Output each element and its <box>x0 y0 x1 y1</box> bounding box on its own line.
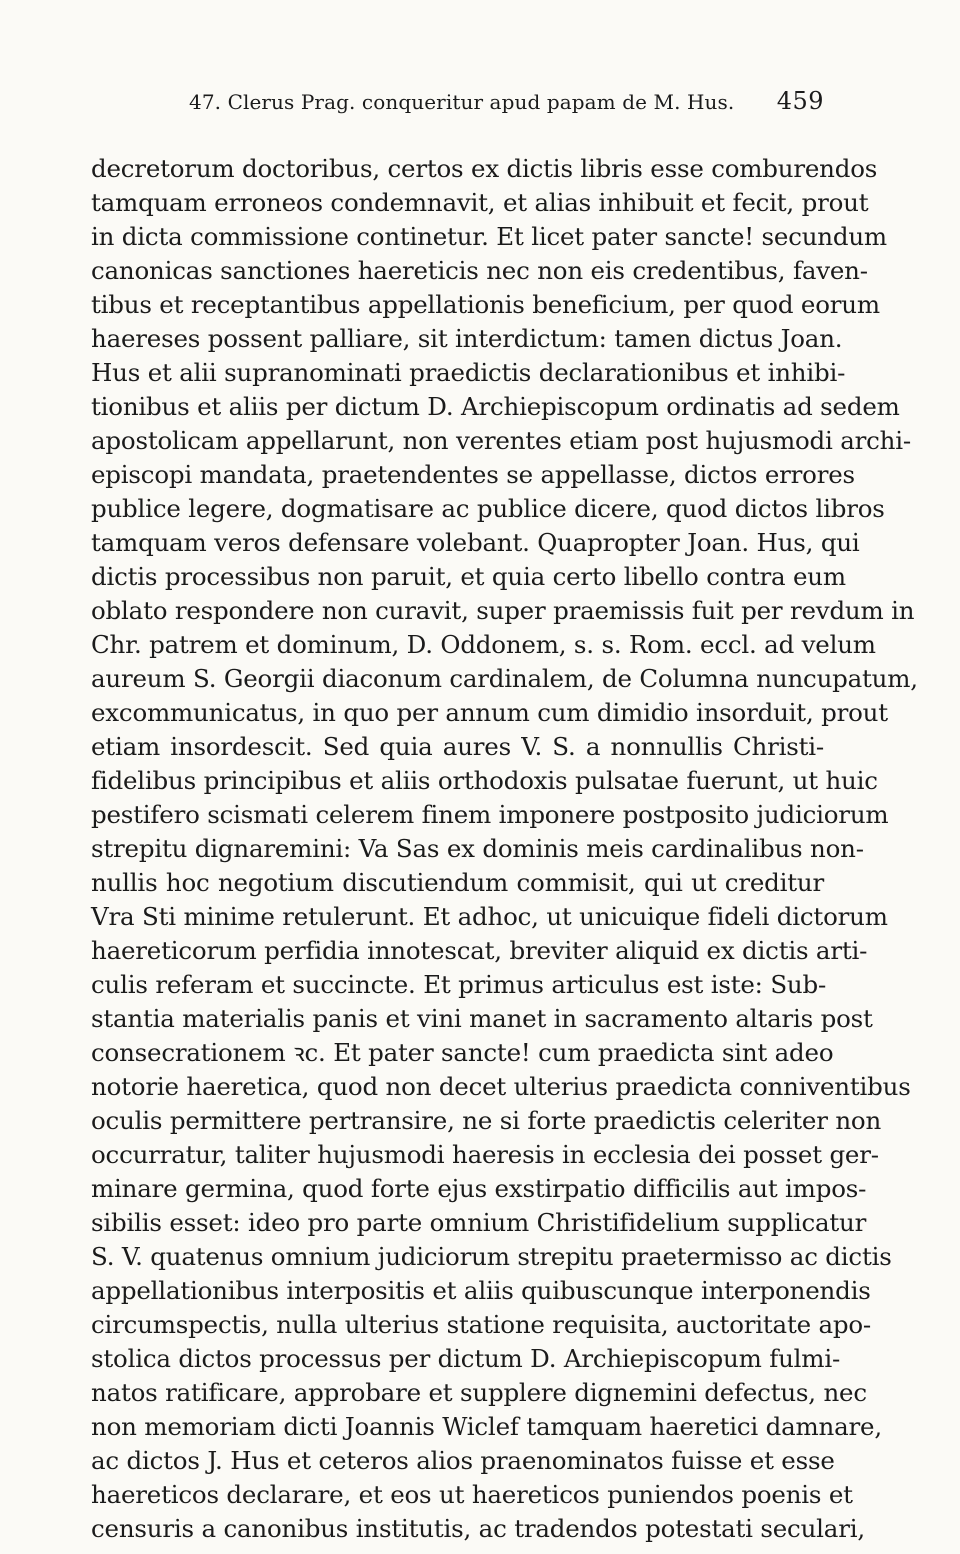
text-line: stolica dictos processus per dictum D. Archiepiscopum fulmi- <box>91 1344 841 1373</box>
page-number: 459 <box>776 87 824 115</box>
text-line: strepitu dignaremini: Va Sas ex dominis meis cardinalibus non- <box>91 834 864 863</box>
running-title: 47. Clerus Prag. conqueritur apud papam de M. Hus. <box>189 90 735 114</box>
text-line: culis referam et succincte. Et primus articulus est iste: Sub- <box>91 970 827 999</box>
text-line: nullis hoc negotium discutiendum commisit, qui ut creditur <box>91 868 824 897</box>
body-text <box>91 152 918 1546</box>
text-line: tionibus et aliis per dictum D. Archiepiscopum ordinatis ad sedem <box>91 392 900 421</box>
text-line: minare germina, quod forte ejus exstirpatio difficilis aut impos- <box>91 1174 867 1203</box>
text-line: canonicas sanctiones haereticis nec non eis credentibus, faven- <box>91 256 868 285</box>
text-line: occurratur, taliter hujusmodi haeresis in ecclesia dei posset ger- <box>91 1140 879 1169</box>
text-line: oculis permittere pertransire, ne si forte praedictis celeriter non <box>91 1106 882 1135</box>
text-line: aureum S. Georgii diaconum cardinalem, de Columna nuncupatum, <box>91 664 918 693</box>
text-line: haereses possent palliare, sit interdictum: tamen dictus Joan. <box>91 324 843 353</box>
text-line: etiam insordescit. Sed quia aures V. S. a nonnullis Christi- <box>91 732 824 761</box>
text-line: tamquam veros defensare volebant. Quapropter Joan. Hus, qui <box>91 528 860 557</box>
text-line: sibilis esset: ideo pro parte omnium Christifidelium supplicatur <box>91 1208 867 1237</box>
text-line: Hus et alii supranominati praedictis declarationibus et inhibi- <box>91 358 846 387</box>
text-line: oblato respondere non curavit, super praemissis fuit per revdum in <box>91 596 915 625</box>
text-line: Vra Sti minime retulerunt. Et adhoc, ut unicuique fideli dictorum <box>91 902 888 931</box>
text-line: appellationibus interpositis et aliis quibuscunque interponendis <box>91 1276 871 1305</box>
text-line: fidelibus principibus et aliis orthodoxis pulsatae fuerunt, ut huic <box>91 766 878 795</box>
text-line: ac dictos J. Hus et ceteros alios praenominatos fuisse et esse <box>91 1446 835 1475</box>
text-line: dictis processibus non paruit, et quia certo libello contra eum <box>91 562 846 591</box>
text-line: apostolicam appellarunt, non verentes etiam post hujusmodi archi- <box>91 426 911 455</box>
text-line: S. V. quatenus omnium judiciorum strepitu praetermisso ac dictis <box>91 1242 892 1271</box>
text-line: in dicta commissione continetur. Et licet pater sancte! secundum <box>91 222 887 251</box>
text-line: stantia materialis panis et vini manet in sacramento altaris post <box>91 1004 873 1033</box>
text-line: Chr. patrem et dominum, D. Oddonem, s. s. Rom. eccl. ad velum <box>91 630 876 659</box>
text-line: tamquam erroneos condemnavit, et alias inhibuit et fecit, prout <box>91 188 869 217</box>
text-line: excommunicatus, in quo per annum cum dimidio insorduit, prout <box>91 698 888 727</box>
text-line: pestifero scismati celerem finem imponere postposito judiciorum <box>91 800 889 829</box>
text-line: natos ratificare, approbare et supplere dignemini defectus, nec <box>91 1378 867 1407</box>
text-line: censuris a canonibus institutis, ac tradendos potestati seculari, <box>91 1514 865 1543</box>
text-line: episcopi mandata, praetendentes se appellasse, dictos errores <box>91 460 855 489</box>
text-line: tibus et receptantibus appellationis beneficium, per quod eorum <box>91 290 880 319</box>
text-line: haereticorum perfidia innotescat, breviter aliquid ex dictis arti- <box>91 936 868 965</box>
text-line: notorie haeretica, quod non decet ulterius praedicta conniventibus <box>91 1072 911 1101</box>
text-line: consecrationem ꝛc. Et pater sancte! cum praedicta sint adeo <box>91 1038 834 1067</box>
running-head <box>189 87 824 120</box>
text-line: publice legere, dogmatisare ac publice dicere, quod dictos libros <box>91 494 885 523</box>
text-line: haereticos declarare, et eos ut haereticos puniendos poenis et <box>91 1480 853 1509</box>
text-line: non memoriam dicti Joannis Wiclef tamquam haeretici damnare, <box>91 1412 882 1441</box>
text-line: decretorum doctoribus, certos ex dictis libris esse comburendos <box>91 154 878 183</box>
text-line: circumspectis, nulla ulterius statione requisita, auctoritate apo- <box>91 1310 871 1339</box>
